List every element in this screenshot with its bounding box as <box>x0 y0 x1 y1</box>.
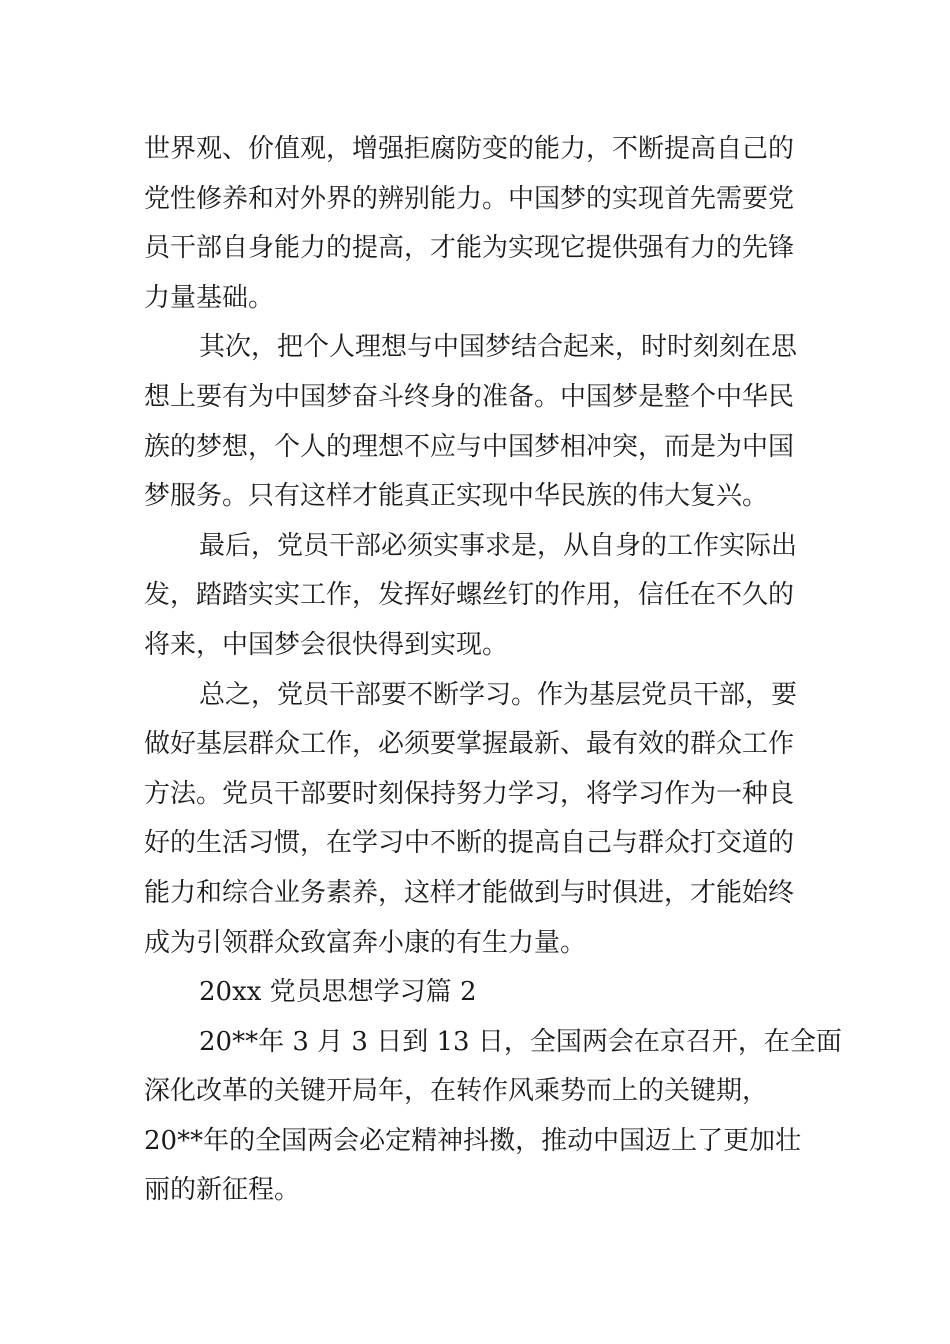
section-heading: 20xx 党员思想学习篇 2 <box>199 977 477 1008</box>
paragraph-4-line-5: 能力和综合业务素养，这样才能做到与时俱进，才能始终 <box>144 877 795 908</box>
paragraph-1-line-4: 力量基础。 <box>144 282 275 313</box>
paragraph-3-line-3: 将来，中国梦会很快得到实现。 <box>144 629 509 660</box>
paragraph-4-line-4: 好的生活习惯，在学习中不断的提高自己与群众打交道的 <box>144 828 795 859</box>
paragraph-1-line-2: 党性修养和对外界的辨别能力。中国梦的实现首先需要党 <box>144 183 795 214</box>
paragraph-5-line-4: 丽的新征程。 <box>144 1175 301 1206</box>
paragraph-2-line-2: 想上要有为中国梦奋斗终身的准备。中国梦是整个中华民 <box>144 381 795 412</box>
paragraph-4-line-1: 总之，党员干部要不断学习。作为基层党员干部，要 <box>199 679 798 710</box>
paragraph-4-line-2: 做好基层群众工作，必须要掌握最新、最有效的群众工作 <box>144 729 795 760</box>
paragraph-5-line-2: 深化改革的关键开局年，在转作风乘势而上的关键期， <box>144 1076 769 1107</box>
paragraph-1-line-3: 员干部自身能力的提高，才能为实现它提供强有力的先锋 <box>144 233 795 264</box>
document-body <box>144 125 842 1216</box>
paragraph-4-line-6: 成为引领群众致富奔小康的有生力量。 <box>144 927 587 958</box>
paragraph-3-line-2: 发，踏踏实实工作，发挥好螺丝钉的作用，信任在不久的 <box>144 580 795 611</box>
paragraph-5-line-1: 20**年 3 月 3 日到 13 日，全国两会在京召开，在全面 <box>199 1026 842 1057</box>
paragraph-4-line-3: 方法。党员干部要时刻保持努力学习，将学习作为一种良 <box>144 778 795 809</box>
paragraph-5-line-3: 20**年的全国两会必定精神抖擞，推动中国迈上了更加壮 <box>144 1125 802 1156</box>
paragraph-2-line-1: 其次，把个人理想与中国梦结合起来，时时刻刻在思 <box>199 332 798 363</box>
paragraph-3-line-1: 最后，党员干部必须实事求是，从自身的工作实际出 <box>199 530 798 561</box>
paragraph-2-line-4: 梦服务。只有这样才能真正实现中华民族的伟大复兴。 <box>144 481 769 512</box>
paragraph-2-line-3: 族的梦想，个人的理想不应与中国梦相冲突，而是为中国 <box>144 431 795 462</box>
paragraph-1-line-1: 世界观、价值观，增强拒腐防变的能力，不断提高自己的 <box>144 134 795 164</box>
